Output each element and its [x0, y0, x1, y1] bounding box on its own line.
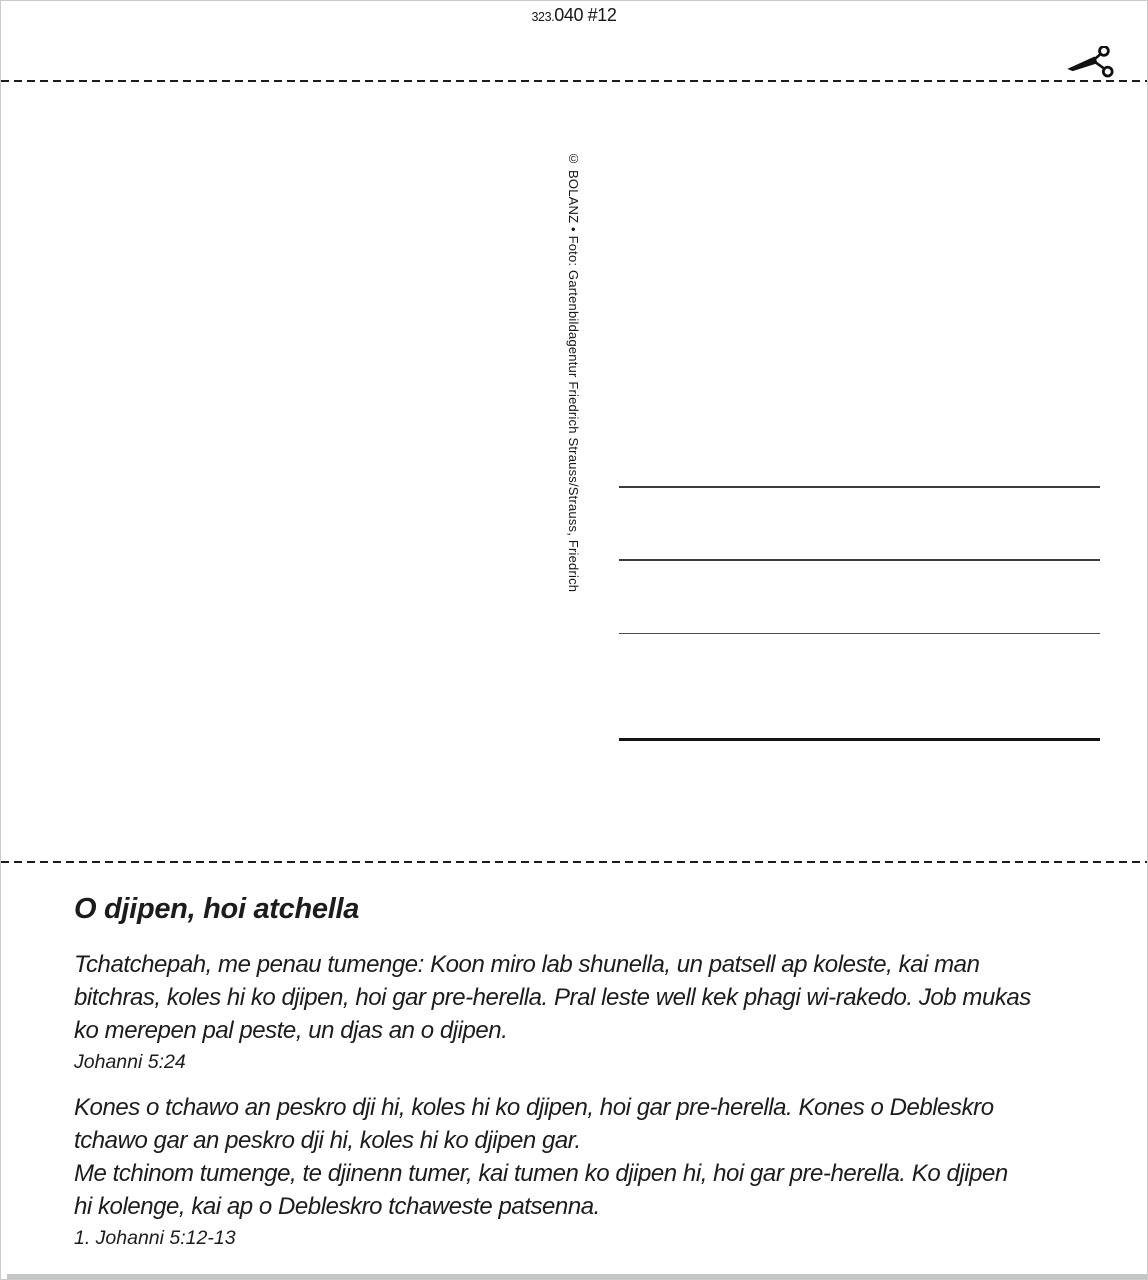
cut-line-top	[1, 80, 1147, 82]
product-code-number: 040 #12	[554, 5, 617, 25]
photo-credit: © BOLANZ • Foto: Gartenbildagentur Friedrich Strauss/Strauss, Friedrich	[566, 151, 581, 593]
message-block	[74, 892, 1107, 1251]
scripture-line: ko merepen pal peste, un djas an o djipen.	[74, 1017, 508, 1044]
page-edge-shadow	[7, 1274, 1147, 1279]
message-title: O djipen, hoi atchella	[74, 893, 360, 925]
scripture-line: Tchatchepah, me penau tumenge: Koon miro lab shunella, un patsell ap koleste, kai man	[74, 951, 980, 978]
scripture-line: bitchras, koles hi ko djipen, hoi gar pre-herella. Pral leste well kek phagi wi-rakedo. Job mukas	[74, 984, 1031, 1011]
scripture-paragraph	[74, 948, 1107, 1075]
address-line	[619, 633, 1100, 634]
scripture-line: Kones o tchawo an peskro dji hi, koles hi ko djipen, hoi gar pre-herella. Kones o Debleskro	[74, 1094, 994, 1121]
product-code-prefix: 323.	[531, 10, 555, 24]
scripture-paragraph	[74, 1091, 1107, 1251]
scripture-reference: 1. Johanni 5:12-13	[74, 1227, 236, 1249]
product-code	[1, 4, 1147, 28]
address-line	[619, 486, 1100, 488]
address-line	[619, 559, 1100, 561]
scripture-line: tchawo gar an peskro dji hi, koles hi ko djipen gar.	[74, 1127, 581, 1154]
cut-line-bottom	[1, 861, 1147, 863]
address-line	[619, 738, 1100, 741]
scissors-icon	[1065, 46, 1119, 84]
scripture-line: hi kolenge, kai ap o Debleskro tchaweste patsenna.	[74, 1193, 600, 1220]
scripture-reference: Johanni 5:24	[74, 1051, 186, 1073]
scripture-line: Me tchinom tumenge, te djinenn tumer, kai tumen ko djipen hi, hoi gar pre-herella. Ko djipen	[74, 1160, 1008, 1187]
